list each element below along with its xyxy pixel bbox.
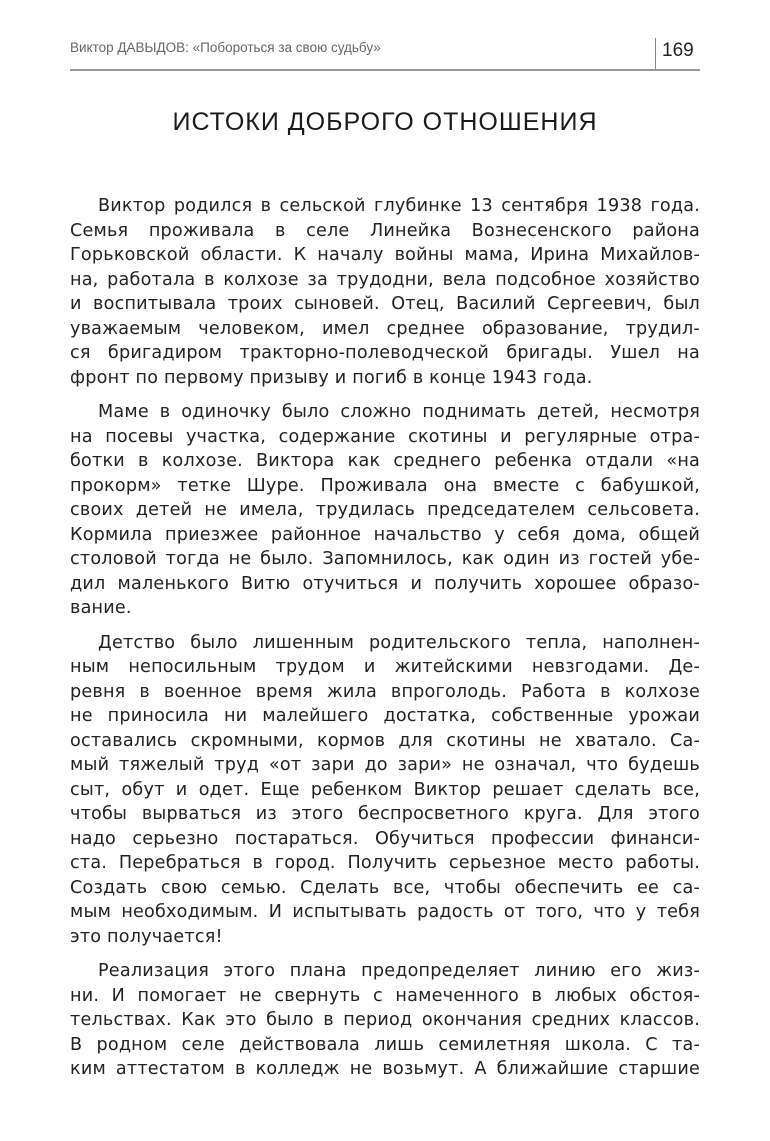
text-line: ста. Перебраться в город. Получить серьезное место работы.	[70, 853, 700, 873]
text-line: ся бригадиром тракторно-полеводческой бригады. Ушел на	[70, 343, 700, 363]
text-line: сыт, обут и одет. Еще ребенком Виктор решает сделать все,	[70, 779, 700, 800]
header-rule	[70, 69, 700, 71]
text-line: ботки в колхозе. Виктора как среднего ребенка отдали «на	[70, 451, 700, 471]
text-line: ни. И помогает не свернуть с намеченного в любых обстоя-	[70, 985, 700, 1006]
running-header-title: Виктор ДАВЫДОВ: «Побороться за свою судьбу»	[70, 40, 381, 55]
text-line: мый тяжелый труд «от зари до зари» не означал, что будешь	[70, 755, 700, 775]
text-line: столовой тогда не было. Запомнилось, как один из гостей убе-	[70, 549, 700, 569]
text-line: Горьковской области. К началу войны мама, Ирина Михайлов-	[70, 245, 700, 265]
page-number: 169	[662, 40, 694, 61]
paragraph	[70, 631, 700, 950]
text-line: Детство было лишенным родительского тепла, наполнен-	[98, 632, 700, 653]
text-line: и воспитывала троих сыновей. Отец, Василий Сергеевич, был	[70, 294, 700, 314]
text-line: Создать свою семью. Сделать все, чтобы обеспечить ее са-	[70, 877, 700, 898]
text-line: Реализация этого плана предопределяет линию его жиз-	[98, 961, 700, 981]
text-line: фронт по первому призыву и погиб в конце 1943 года.	[70, 367, 593, 388]
text-line: вание.	[70, 598, 132, 618]
text-line: ным непосильным трудом и житейскими невзгодами. Де-	[70, 657, 700, 677]
header-divider-vertical	[655, 38, 656, 70]
text-line: Виктор родился в сельской глубинке 13 сентября 1938 года.	[98, 196, 700, 216]
text-line: мым необходимым. И испытывать радость от того, что у тебя	[70, 902, 700, 922]
text-line: это получается!	[70, 926, 223, 947]
text-line: чтобы вырваться из этого беспросветного круга. Для этого	[70, 804, 700, 824]
text-line: оставались скромными, кормов для скотины не хватало. Са-	[70, 730, 700, 751]
text-line: ким аттестатом в колледж не возьмут. А ближайшие старшие	[70, 1059, 700, 1079]
text-line: Маме в одиночку было сложно поднимать детей, несмотря	[98, 402, 700, 422]
chapter-title: ИСТОКИ ДОБРОГО ОТНОШЕНИЯ	[172, 108, 598, 136]
text-line: В родном селе действовала лишь семилетняя школа. С та-	[70, 1034, 700, 1055]
body-text	[70, 194, 700, 1092]
text-line: на посевы участка, содержание скотины и регулярные отра-	[70, 426, 700, 447]
paragraph	[70, 194, 700, 390]
text-line: тельствах. Как это было в период окончания средних классов.	[70, 1010, 700, 1030]
paragraph	[70, 959, 700, 1082]
text-line: ревня в военное время жила впроголодь. Работа в колхозе	[70, 681, 700, 702]
text-line: своих детей не имела, трудилась председателем сельсовета.	[70, 500, 700, 520]
text-line: прокорм» тетке Шуре. Проживала она вместе с бабушкой,	[70, 475, 700, 496]
text-line: Кормила приезжее районное начальство у себя дома, общей	[70, 524, 700, 545]
text-line: на, работала в колхозе за трудодни, вела подсобное хозяйство	[70, 269, 700, 290]
text-line: уважаемым человеком, имел среднее образование, трудил-	[70, 318, 700, 339]
paragraph	[70, 400, 700, 621]
text-line: дил маленького Витю отучиться и получить хорошее образо-	[70, 573, 700, 594]
text-line: не приносила ни малейшего достатка, собственные урожаи	[70, 706, 700, 726]
text-line: Семья проживала в селе Линейка Вознесенского района	[70, 220, 700, 241]
text-line: надо серьезно постараться. Обучиться профессии финанси-	[70, 828, 700, 849]
